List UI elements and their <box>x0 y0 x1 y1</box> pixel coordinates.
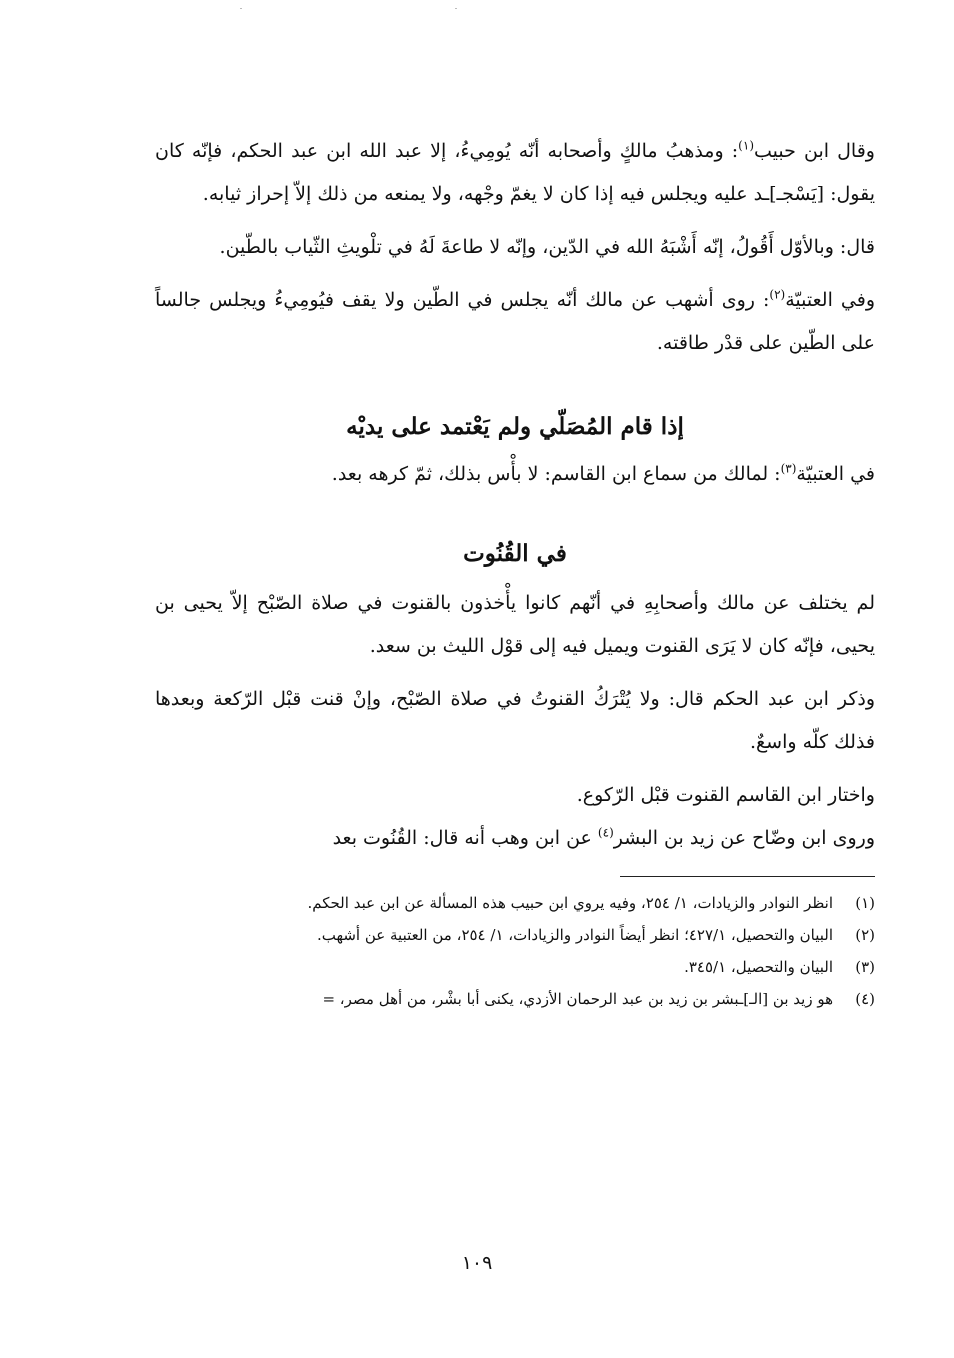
footnote-4 <box>155 983 875 1015</box>
paragraph-text: : ومذهبُ مالكٍ وأصحابه أنّه يُومِيءُ، إلا عبد الله ابن عبد الحكم، فإنّه كان يقول: [يَسْجـ]ـد عليه ويجلس فيه إذا كان لا يغمّ وجْهه، ولا يمنعه من ذلك إلاّ إحراز ثيابه. <box>155 140 875 205</box>
footnote-ref-2[interactable]: (٢) <box>769 287 786 302</box>
scan-mark-right <box>455 8 457 9</box>
page-number: ١٠٩ <box>461 1252 493 1274</box>
footnote-text: انظر النوادر والزيادات، ١/ ٢٥٤، وفيه يروي ابن حبيب هذه المسألة عن ابن عبد الحكم. <box>307 894 833 912</box>
footnote-2 <box>155 919 875 951</box>
footnote-text: هو زيد بن [الـ]ـبشر بن زيد بن عبد الرحمان الأزدي، يكنى أبا بشْر، من أهل مصر، = <box>322 990 833 1008</box>
paragraph-text: وذكر ابن عبد الحكم قال: ولا يُتْرَكُ القنوتُ في صلاة الصّبْح، وإنْ قنت قبْل الرّكعة وبعدها فذلك كلّه واسعٌ. <box>155 688 875 753</box>
footnote-number: (٣) <box>855 958 875 976</box>
paragraph-text: واختار ابن القاسم القنوت قبْل الرّكوع. <box>576 784 875 806</box>
paragraph-text: في العتبيّة <box>796 463 875 485</box>
footnote-text: البيان والتحصيل، ٣٤٥/١. <box>684 958 833 976</box>
document-page <box>155 130 875 1330</box>
footnote-number: (٢) <box>855 926 875 944</box>
paragraph-text: قال: وبالأوّل أَقُولُ، إنّه أَشْبَهُ الله في الدّين، وإنّه لا طاعةَ لَهُ في تلْويثِ الثّياب بالطّين. <box>219 236 875 258</box>
footnote-ref-1[interactable]: (١) <box>738 138 754 153</box>
paragraph-qal <box>155 226 875 269</box>
footnote-number: (٤) <box>855 990 875 1008</box>
scan-mark-left <box>240 8 242 9</box>
footnote-separator <box>620 876 875 877</box>
footnote-text: البيان والتحصيل، ٤٢٧/١؛ انظر أيضاً النوادر والزيادات، ١/ ٢٥٤، من العتبية عن أشهب. <box>316 926 833 944</box>
paragraph-text: : لمالك من سماع ابن القاسم: لا بأْس بذلك، ثمّ كرهه بعد. <box>331 463 781 485</box>
paragraph-qunut-2 <box>155 678 875 764</box>
section-heading-musalli: إذا قام المُصَلّي ولم يَعْتمد على يديْه <box>346 413 684 440</box>
paragraph-qunut-4 <box>155 817 875 860</box>
footnote-number: (١) <box>855 894 875 912</box>
footnotes-section <box>155 887 875 1015</box>
paragraph-text: وقال ابن حبيب <box>754 140 875 162</box>
paragraph-qunut-1 <box>155 582 875 668</box>
paragraph-text: وروى ابن وضّاح عن زيد بن البشر <box>613 827 875 849</box>
paragraph-utbiyya <box>155 279 875 365</box>
paragraph-heading1 <box>155 453 875 496</box>
footnote-ref-4[interactable]: (٤) <box>597 825 614 840</box>
paragraph-text: لم يختلف عن مالك وأصحابِهِ في أنّهم كانوا يأْخذون بالقنوت في صلاة الصّبْح إلاّ يحيى بن يحيى، فإنّه كان لا يَرَى القنوت ويميل فيه إلى قوْل الليث بن سعد. <box>155 592 875 657</box>
paragraph-ibn-habib <box>155 130 875 216</box>
paragraph-text: عن ابن وهب أنه قال: القُنُوت بعد <box>332 827 598 849</box>
paragraph-text: : روى أشهب عن مالك أنّه يجلس في الطّين ولا يقف فيُومِيءُ ويجلس جالساً على الطّين على قدْر طاقته. <box>155 289 875 354</box>
paragraph-qunut-3 <box>155 774 875 817</box>
footnote-3 <box>155 951 875 983</box>
footnote-ref-3[interactable]: (٣) <box>780 461 797 476</box>
footnote-1 <box>155 887 875 919</box>
section-heading-qunut: في القُنُوت <box>463 540 567 567</box>
paragraph-text: وفي العتبيّة <box>785 289 875 311</box>
